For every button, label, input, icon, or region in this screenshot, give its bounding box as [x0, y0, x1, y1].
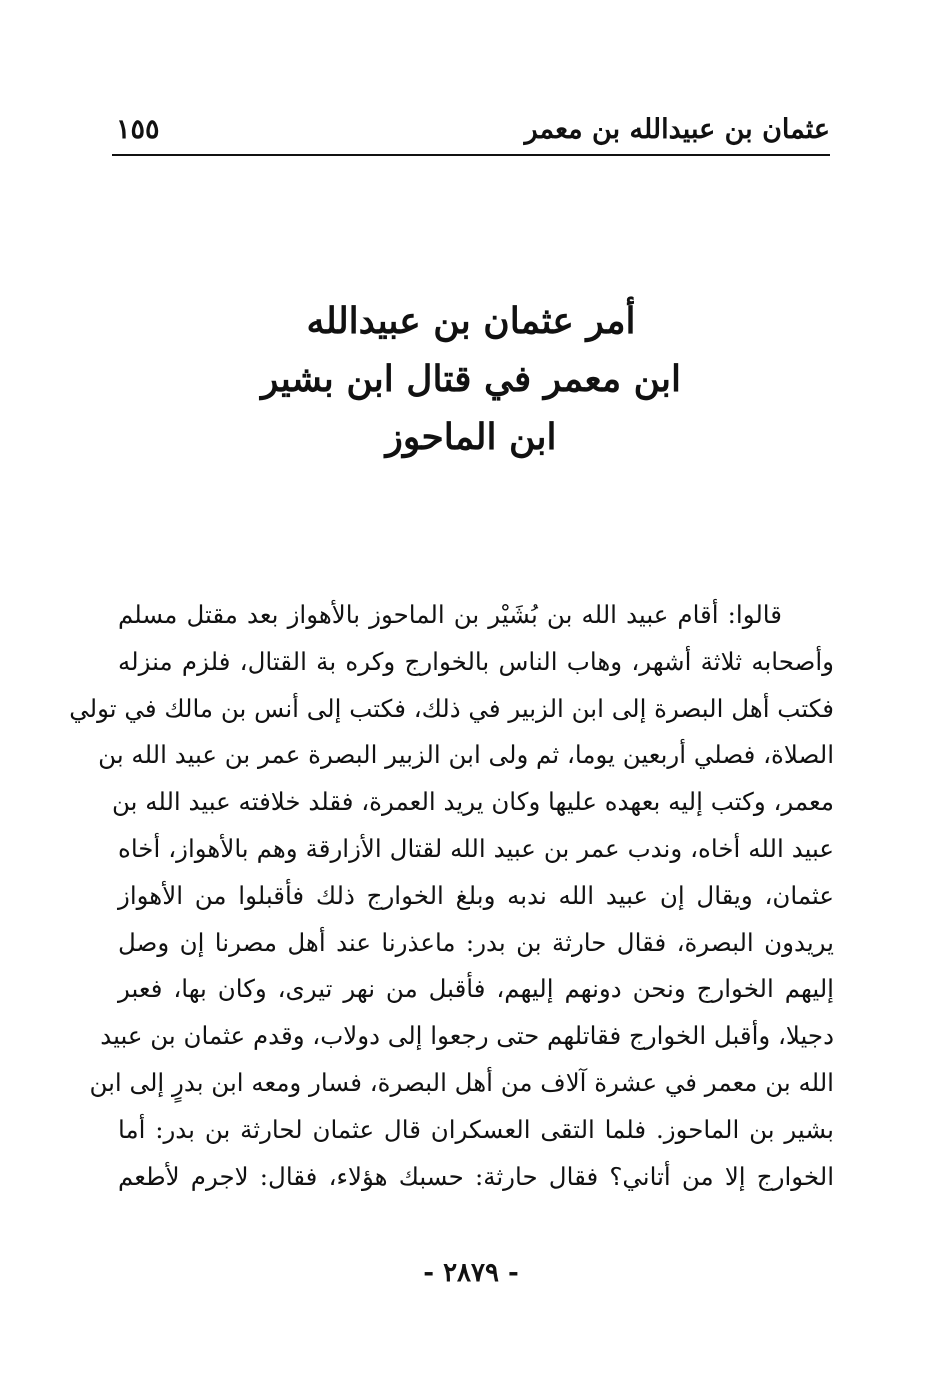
text-line: بشير بن الماحوز. فلما التقى العسكران قال عثمان لحارثة بن بدر: أما — [118, 1114, 834, 1144]
heading-line: ابن معمر في قتال ابن بشير — [260, 358, 682, 400]
text-line: يريدون البصرة، فقال حارثة بن بدر: ماعذرنا عند أهل مصرنا إن وصل — [118, 927, 834, 957]
text-line: دجيلا، وأقبل الخوارج فقاتلهم حتى رجعوا إلى دولاب، وقدم عثمان بن عبيد — [100, 1021, 834, 1051]
body-paragraph — [69, 592, 834, 1200]
heading-line: أمر عثمان بن عبيدالله — [306, 300, 636, 342]
text-line: الله بن معمر في عشرة آلاف من أهل البصرة، فسار ومعه ابن بدرٍ إلى ابن — [89, 1067, 834, 1097]
header-page-number: ١٥٥ — [116, 114, 160, 145]
text-line: معمر، وكتب إليه بعهده عليها وكان يريد العمرة، فقلد خلافته عبيد الله بن — [111, 787, 834, 817]
text-line: قالوا: أقام عبيد الله بن بُشَيْر بن الماحوز بالأهواز بعد مقتل مسلم — [118, 600, 782, 629]
text-line: الخوارج إلا من أتاني؟ فقال حارثة: حسبك هؤلاء، فقال: لاجرم لأطعم — [118, 1161, 834, 1191]
heading-line: ابن الماحوز — [385, 416, 557, 458]
text-line: وأصحابه ثلاثة أشهر، وهاب الناس بالخوارج وكره بة القتال، فلزم منزله — [118, 646, 834, 676]
footer-page-number: - ٢٨٧٩ - — [423, 1258, 519, 1288]
running-header-title: عثمان بن عبيدالله بن معمر — [524, 114, 830, 145]
text-line: الصلاة، فصلي أربعين يوما، ثم ولى ابن الزبير البصرة عمر بن عبيد الله بن — [98, 740, 834, 770]
text-line: إليهم الخوارج ونحن دونهم إليهم، فأقبل من نهر تيرى، وكان بها، فعبر — [118, 974, 834, 1004]
chapter-heading — [112, 292, 830, 466]
text-line: عبيد الله أخاه، وندب عمر بن عبيد الله لقتال الأزارقة وهم بالأهواز، أخاه — [118, 833, 834, 863]
text-line: عثمان، ويقال إن عبيد الله ندبه وبلغ الخوارج ذلك فأقبلوا من الأهواز — [118, 880, 834, 910]
text-line: فكتب أهل البصرة إلى ابن الزبير في ذلك، فكتب إلى أنس بن مالك في تولي — [69, 693, 834, 723]
running-header — [112, 108, 830, 156]
